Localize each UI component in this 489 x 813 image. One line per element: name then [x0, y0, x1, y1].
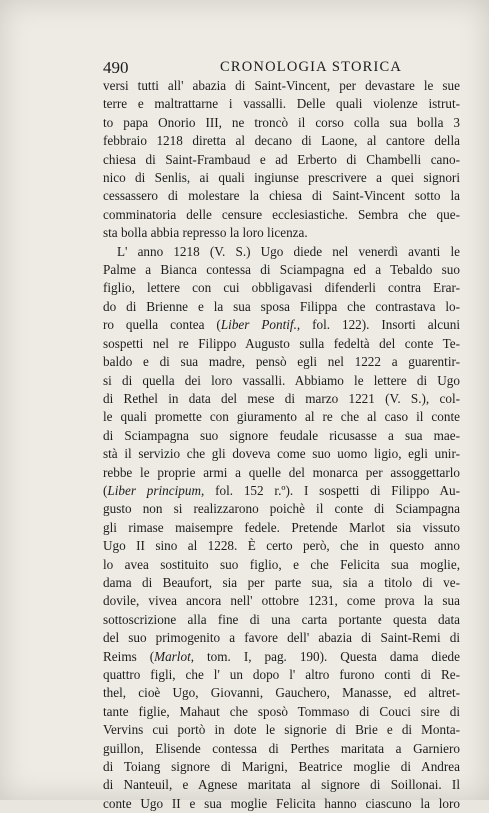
text-line: baldo e di sua madre, pensò egli nel 1222 a guarentir-	[103, 354, 460, 370]
text-line: sospetti nel re Filippo Augusto sulla fedeltà del conte Te-	[103, 335, 460, 351]
text-line: conte Ugo II e sua moglie Felicita hanno ciascuno la loro	[103, 795, 460, 811]
text-line: Palme a Bianca contessa di Sciampagna ed a Tebaldo suo	[103, 262, 460, 278]
text-line	[103, 298, 460, 316]
text-line: tante figlie, Mahaut che sposò Tommaso di Couci sire di	[103, 703, 460, 719]
text-line: terre e maltrattarne i vassalli. Delle quali violenze istrut-	[103, 96, 460, 112]
text-segment: ro quella contea (	[103, 317, 221, 333]
italic-citation: Marlot	[154, 648, 191, 664]
text-line	[103, 316, 460, 334]
italic-citation: Liber Pontif.	[220, 317, 297, 333]
text-line: di Nanteuil, e Agnese maritata al signore di Soillonai. Il	[103, 777, 460, 793]
text-line: thel, cioè Ugo, Giovanni, Gauchero, Manasse, ed altret-	[103, 685, 460, 701]
running-title: CRONOLOGIA STORICA	[220, 59, 403, 75]
text-line: to papa Onorio III, ne troncò il corso colla sua bolla 3	[103, 114, 460, 130]
text-line	[103, 648, 460, 666]
text-line: quattro figli, che l' un dopo l' altro furono conti di Re-	[103, 667, 460, 682]
text-line: gli rimase maisempre fedele. Pretende Marlot sia vissuto	[103, 519, 460, 535]
text-line: comminatoria delle censure ecclesiastiche. Sembra che que-	[103, 206, 460, 222]
italic-citation: Liber principum	[107, 482, 201, 498]
text-line: dama di Beaufort, sia per parte sua, sia a titolo di ve-	[103, 574, 460, 590]
text-line: figlio, lettere con cui obbligavasi difenderli contra Erar-	[103, 280, 460, 296]
text-segment: , tom. I, pag. 190). Questa dama diede	[190, 648, 460, 664]
text-line: di Rethel in data del mese di marzo 1221 (V. S.), col-	[103, 390, 460, 406]
text-line: si di quella dei loro vassalli. Abbiamo le lettere di Ugo	[103, 372, 460, 388]
text-line: le quali promette con giuramento al re che al caso il conte	[103, 409, 460, 425]
text-line: Ugo II sino al 1228. È certo però, che in questo anno	[103, 538, 460, 554]
text-line: stà il servizio che gli doveva come suo uomo ligio, egli unir-	[103, 446, 460, 462]
body-text	[103, 77, 460, 813]
text-line: di Sciampagna suo signore feudale ricusasse a sua mae-	[103, 427, 460, 443]
text-line: guillon, Elisende contessa di Perthes maritata a Garniero	[103, 740, 460, 756]
text-line: del suo primogenito a favore dell' abazia di Saint-Remi di	[103, 630, 460, 646]
text-line: lo avea sostituito suo figlio, e che Felicita sua moglie,	[103, 556, 460, 572]
text-line: nico di Senlis, ai quali ingiunse prescrivere a quei signori	[103, 170, 460, 186]
text-line	[103, 482, 460, 500]
text-line: L' anno 1218 (V. S.) Ugo diede nel venerdì avanti le	[117, 243, 460, 259]
text-line: sta bolla abbia represso la loro licenza.	[103, 225, 308, 241]
text-segment: do di Brienne e la sua sposa Filippa che contrastava lo-	[103, 298, 460, 314]
text-segment: , fol. 122). Insorti alcuni	[296, 317, 460, 333]
text-line: versi tutti all' abazia di Saint-Vincent, per devastare le sue	[103, 78, 460, 93]
text-line: gusto non si realizzarono poichè il conte di Sciampagna	[103, 501, 460, 517]
text-line: chiesa di Saint-Frambaud e ad Erberto di Chambelli cano-	[103, 151, 460, 167]
text-line: dovile, vivea ancora nell' ottobre 1231, come prova la sua	[103, 593, 460, 609]
page-number: 490	[103, 58, 129, 77]
text-line: rebbe le proprie armi a quelle del monarca per assoggettarlo	[103, 464, 460, 480]
page-header	[103, 58, 463, 78]
text-line: Vervins cui portò in dote le signorie di Brie e di Monta-	[103, 722, 460, 738]
text-segment: (	[103, 482, 108, 498]
text-segment: Reims (	[103, 648, 155, 664]
text-line: sottoscrizione alla fine di una carta portante questa data	[103, 611, 460, 627]
text-segment: , fol. 152 r.º). I sospetti di Filippo Au-	[201, 482, 460, 498]
text-line: di Toiang signore di Marigni, Beatrice moglie di Andrea	[103, 759, 460, 775]
text-line: cessassero di molestare la chiesa di Saint-Vincent sotto la	[103, 188, 460, 204]
text-line: febbraio 1218 diretta al decano di Laone, al cantore della	[103, 133, 460, 149]
